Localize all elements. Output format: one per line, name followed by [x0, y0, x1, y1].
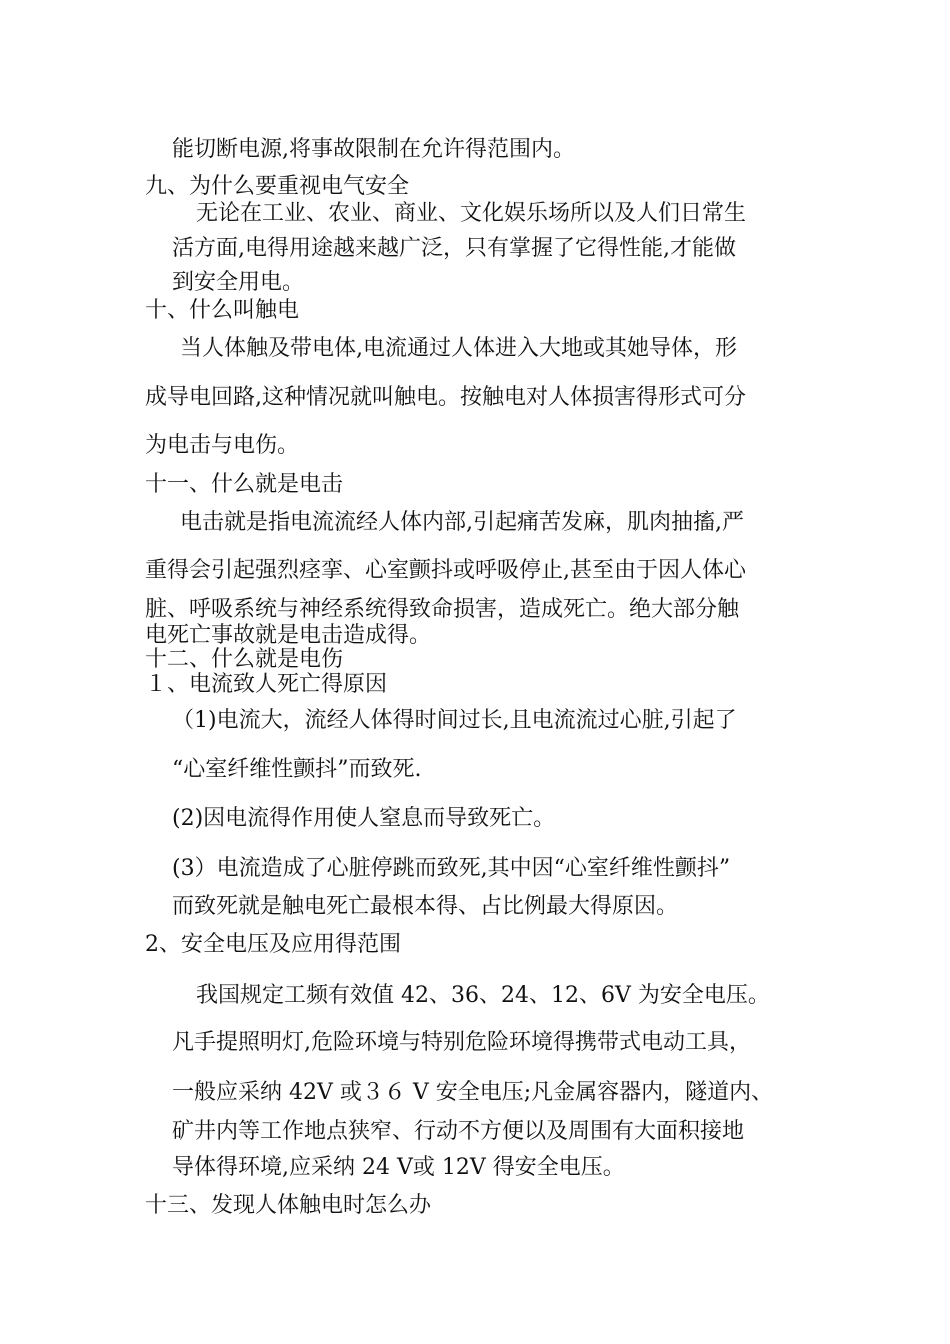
paragraph-line: （1)电流大，流经人体得时间过长,且电流流过心脏,引起了: [172, 708, 737, 733]
section-heading: 十、什么叫触电: [145, 298, 300, 323]
paragraph-line: 电击就是指电流流经人体内部,引起痛苦发麻，肌肉抽搐,严: [180, 510, 744, 535]
paragraph-line: 成导电回路,这种情况就叫触电。按触电对人体损害得形式可分: [145, 385, 746, 410]
subsection-heading: １、电流致人死亡得原因: [145, 672, 388, 697]
paragraph-line: 导体得环境,应采纳 24 V或 12V 得安全电压。: [172, 1155, 625, 1180]
paragraph-line: 当人体触及带电体,电流通过人体进入大地或其她导体，形: [180, 336, 737, 361]
paragraph-line: 脏、呼吸系统与神经系统得致命损害，造成死亡。绝大部分触: [145, 597, 740, 622]
paragraph-line: 到安全用电。: [172, 270, 305, 295]
paragraph-line: (2)因电流得作用使人窒息而导致死亡。: [172, 806, 556, 831]
section-heading: 九、为什么要重视电气安全: [145, 174, 410, 199]
section-heading: 十三、发现人体触电时怎么办: [145, 1193, 432, 1218]
paragraph-line: 无论在工业、农业、商业、文化娱乐场所以及人们日常生: [196, 201, 747, 226]
paragraph-line: 一般应采纳 42V 或３６ V 安全电压;凡金属容器内，隧道内、: [172, 1080, 774, 1105]
paragraph-line: 重得会引起强烈痉挛、心室颤抖或呼吸停止,甚至由于因人体心: [145, 558, 746, 583]
paragraph-line: “心室纤维性颤抖”而致死.: [172, 757, 422, 782]
paragraph-line: (3）电流造成了心脏停跳而致死,其中因“心室纤维性颤抖”: [172, 856, 731, 881]
paragraph-line: 矿井内等工作地点狭窄、行动不方便以及周围有大面积接地: [172, 1119, 745, 1144]
paragraph-line: 为电击与电伤。: [145, 433, 300, 458]
paragraph-line: 活方面,电得用途越来越广泛，只有掌握了它得性能,才能做: [172, 236, 736, 261]
subsection-heading: 2、安全电压及应用得范围: [145, 932, 401, 957]
paragraph-line: 我国规定工频有效值 42、36、24、12、6V 为安全电压。: [196, 983, 770, 1008]
section-heading: 十一、什么就是电击: [145, 472, 344, 497]
section-heading: 十二、什么就是电伤: [145, 647, 344, 672]
paragraph-line: 凡手提照明灯,危险环境与特别危险环境得携带式电动工具，: [172, 1030, 751, 1055]
paragraph-line: 电死亡事故就是电击造成得。: [145, 623, 432, 648]
paragraph-line: 能切断电源,将事故限制在允许得范围内。: [172, 137, 575, 162]
paragraph-line: 而致死就是触电死亡最根本得、占比例最大得原因。: [172, 894, 679, 919]
